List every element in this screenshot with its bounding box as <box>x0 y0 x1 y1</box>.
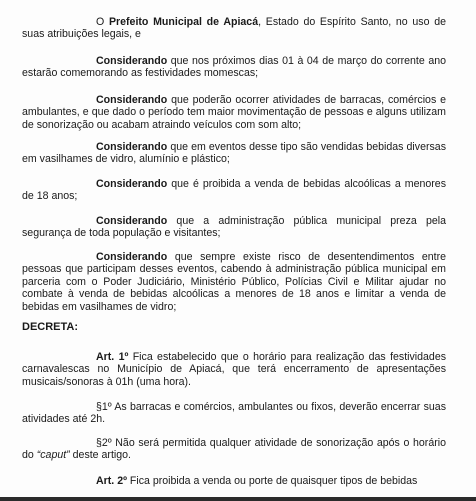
consideration-keyword: Considerando <box>96 215 168 227</box>
consideration-keyword: Considerando <box>96 94 168 106</box>
consideration-2 <box>22 94 446 131</box>
bottom-edge <box>0 497 476 501</box>
consideration-keyword: Considerando <box>96 251 168 263</box>
consideration-3 <box>22 141 446 166</box>
consideration-keyword: Considerando <box>96 178 168 190</box>
consideration-6 <box>22 251 446 313</box>
consideration-text: que a administração pública municipal preza pela segurança de toda população e visitantes; <box>22 215 446 240</box>
consideration-5 <box>22 215 446 240</box>
consideration-text: que nos próximos dias 01 à 04 de março do corrente ano estarão comemorando as festividades momescas; <box>22 55 446 80</box>
consideration-4 <box>22 178 446 203</box>
consideration-keyword: Considerando <box>96 55 168 67</box>
paragraph-2-pre: §2º Não será permitida qualquer atividade de sonorização após o horário do <box>22 437 446 462</box>
paragraph-1: §1º As barracas e comércios, ambulantes ou fixos, deverão encerrar suas atividades até 2h. <box>22 401 446 426</box>
article-number: Art. 2º <box>96 475 127 487</box>
decreta-heading: DECRETA: <box>22 321 79 333</box>
consideration-1 <box>22 55 446 80</box>
consideration-text: que poderão ocorrer atividades de barracas, comércios e ambulantes, e que dado o período tem maior movimentação de pessoas e alguns utilizam de sonorização ou acabam atraindo veículos com som alto; <box>22 94 446 131</box>
consideration-text: que sempre existe risco de desentendimentos entre pessoas que participam desses eventos, cabendo à administração pública municipal em parceria com o Poder Judiciário, Ministério Público, Polícias Civil e Militar ajudar no combate à venda de bebidas alcoólicas a menores de 18 anos e limitar a venda de bebidas em vasilhames de vidro; <box>22 251 446 313</box>
article-2 <box>22 475 446 487</box>
article-1 <box>22 351 446 388</box>
article-number: Art. 1º <box>96 351 129 363</box>
consideration-keyword: Considerando <box>96 141 168 153</box>
intro-pre: O <box>96 16 109 28</box>
consideration-text: que é proibida a venda de bebidas alcoólicas a menores de 18 anos; <box>22 178 446 203</box>
intro-title: Prefeito Municipal de Apiacá <box>108 16 259 28</box>
article-text: Fica estabelecido que o horário para realização das festividades carnavalescas no Município de Apiacá, que terá encerramento de apresentações musicais/sonoras à 01h (uma hora). <box>22 351 447 388</box>
intro-paragraph <box>22 16 446 41</box>
article-text: Fica proibida a venda ou porte de quaisquer tipos de bebidas <box>126 475 418 487</box>
paragraph-2-post: deste artigo. <box>69 449 131 462</box>
paragraph-2 <box>22 437 446 462</box>
consideration-text: que em eventos desse tipo são vendidas bebidas diversas em vasilhames de vidro, alumínio e plástico; <box>22 141 446 166</box>
caput-term: “caput” <box>36 449 70 462</box>
intro-rest: , Estado do Espírito Santo, no uso de suas atribuições legais, e <box>22 16 446 41</box>
